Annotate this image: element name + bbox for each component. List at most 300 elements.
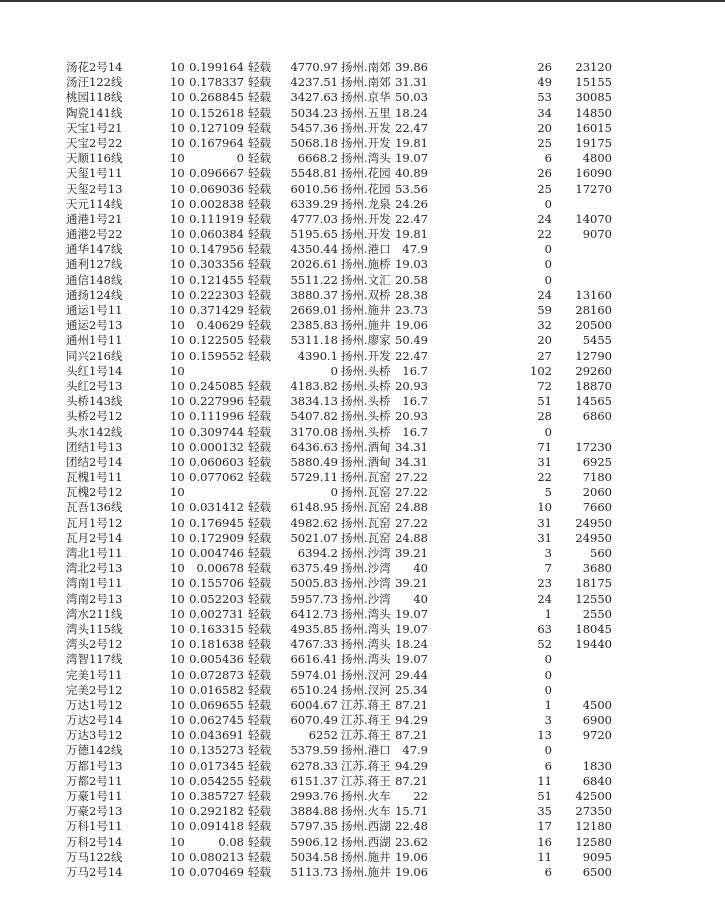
cell-capacity: 6148.95 xyxy=(290,500,338,515)
cell-substation: 江苏.蒋王 xyxy=(341,758,391,773)
cell-count: 0 xyxy=(544,743,552,758)
table-row xyxy=(0,409,725,424)
cell-line-name: 陶瓷141线 xyxy=(66,105,123,120)
cell-voltage: 10 xyxy=(170,697,185,712)
table-row xyxy=(0,576,725,591)
cell-count: 24 xyxy=(537,211,552,226)
cell-load-status: 轻载 xyxy=(248,318,271,333)
cell-value: 20.93 xyxy=(395,409,428,424)
cell-count: 28 xyxy=(537,409,552,424)
cell-capacity: 5379.59 xyxy=(290,743,338,758)
cell-capacity: 5906.12 xyxy=(290,834,338,849)
cell-capacity: 5021.07 xyxy=(290,530,338,545)
cell-value: 16.7 xyxy=(402,394,428,409)
cell-substation: 扬州.瓦窑 xyxy=(341,470,391,485)
cell-load-rate: 0.077062 xyxy=(189,470,244,485)
cell-load-rate: 0.070469 xyxy=(189,864,244,879)
table-row xyxy=(0,151,725,166)
cell-count: 23 xyxy=(537,576,552,591)
cell-load-status: 轻载 xyxy=(248,682,271,697)
cell-load-status: 轻载 xyxy=(248,652,271,667)
cell-substation: 扬州.沙湾 xyxy=(341,546,391,560)
cell-line-name: 通华147线 xyxy=(66,242,123,257)
cell-load-rate: 0.127109 xyxy=(189,120,244,135)
table-row xyxy=(0,106,725,121)
cell-value: 18.24 xyxy=(395,637,428,652)
cell-count: 51 xyxy=(537,789,552,803)
cell-load-rate: 0.309744 xyxy=(189,424,244,439)
cell-count: 71 xyxy=(537,439,552,454)
cell-amount: 14070 xyxy=(575,211,612,226)
cell-capacity: 4237.51 xyxy=(290,75,338,90)
cell-line-name: 完美1号11 xyxy=(66,667,123,682)
cell-load-rate: 0.122505 xyxy=(189,333,244,348)
cell-load-status: 轻载 xyxy=(248,60,271,74)
cell-capacity: 0 xyxy=(330,485,338,500)
table-row xyxy=(0,531,725,546)
cell-count: 35 xyxy=(537,804,552,819)
cell-line-name: 通运2号13 xyxy=(66,318,123,333)
cell-load-rate: 0.167964 xyxy=(189,135,244,150)
cell-amount: 17230 xyxy=(575,439,612,454)
cell-load-status: 轻载 xyxy=(248,181,271,196)
cell-voltage: 10 xyxy=(170,196,185,211)
table-row xyxy=(0,683,725,698)
cell-substation: 扬州.开发 xyxy=(341,227,391,242)
table-row xyxy=(0,668,725,683)
cell-voltage: 10 xyxy=(170,378,185,393)
cell-count: 24 xyxy=(537,287,552,302)
cell-load-rate: 0.181638 xyxy=(189,637,244,652)
cell-load-status: 轻载 xyxy=(248,697,271,712)
cell-load-rate: 0.002731 xyxy=(189,606,244,621)
table-row xyxy=(0,333,725,348)
cell-voltage: 10 xyxy=(170,667,185,682)
cell-substation: 扬州.西湖 xyxy=(341,834,391,849)
cell-line-name: 天玺1号11 xyxy=(66,166,123,181)
cell-capacity: 5797.35 xyxy=(290,819,338,834)
cell-voltage: 10 xyxy=(170,211,185,226)
cell-load-rate: 0.000132 xyxy=(189,439,244,454)
cell-substation: 扬州.西湖 xyxy=(341,819,391,834)
cell-substation: 扬州.施井 xyxy=(341,864,391,879)
cell-load-status: 轻载 xyxy=(248,409,271,424)
cell-value: 27.22 xyxy=(395,515,428,530)
cell-load-status: 轻载 xyxy=(248,333,271,348)
cell-value: 87.21 xyxy=(395,728,428,743)
cell-value: 20.58 xyxy=(395,272,428,287)
cell-amount: 30085 xyxy=(575,90,612,105)
cell-count: 0 xyxy=(544,424,552,439)
table-row xyxy=(0,364,725,379)
cell-line-name: 湾头2号12 xyxy=(66,637,123,652)
cell-amount: 13160 xyxy=(575,287,612,302)
cell-capacity: 4767.33 xyxy=(290,637,338,652)
cell-amount: 3680 xyxy=(582,561,612,576)
cell-line-name: 万科1号11 xyxy=(66,819,123,834)
cell-count: 25 xyxy=(537,135,552,150)
cell-amount: 42500 xyxy=(575,789,612,803)
cell-amount: 12580 xyxy=(575,834,612,849)
cell-line-name: 头红1号14 xyxy=(66,363,123,378)
cell-substation: 扬州.京华 xyxy=(341,90,391,105)
cell-count: 0 xyxy=(544,682,552,697)
cell-voltage: 10 xyxy=(170,424,185,439)
cell-value: 47.9 xyxy=(402,743,428,758)
cell-amount: 4500 xyxy=(582,697,612,712)
cell-capacity: 3880.37 xyxy=(290,287,338,302)
cell-capacity: 6616.41 xyxy=(290,652,338,667)
cell-amount: 15155 xyxy=(575,75,612,90)
cell-load-rate: 0.096667 xyxy=(189,166,244,181)
cell-line-name: 天顺116线 xyxy=(66,151,123,166)
cell-value: 87.21 xyxy=(395,773,428,788)
cell-substation: 扬州.酒甸 xyxy=(341,439,391,454)
cell-load-status: 轻载 xyxy=(248,120,271,135)
cell-amount: 28160 xyxy=(575,303,612,317)
cell-line-name: 湾北1号11 xyxy=(66,546,123,560)
cell-load-status: 轻载 xyxy=(248,606,271,621)
cell-load-status: 轻载 xyxy=(248,454,271,469)
table-row xyxy=(0,455,725,470)
cell-load-status: 轻载 xyxy=(248,637,271,652)
cell-substation: 扬州.火车 xyxy=(341,789,391,803)
cell-amount: 5455 xyxy=(582,333,612,348)
cell-voltage: 10 xyxy=(170,394,185,409)
cell-line-name: 通信148线 xyxy=(66,272,123,287)
cell-substation: 江苏.蒋王 xyxy=(341,728,391,743)
cell-value: 23.73 xyxy=(395,303,428,317)
cell-substation: 扬州.头桥 xyxy=(341,363,391,378)
cell-value: 25.34 xyxy=(395,682,428,697)
table-row xyxy=(0,850,725,865)
cell-load-rate: 0.176945 xyxy=(189,515,244,530)
table-row xyxy=(0,273,725,288)
cell-substation: 扬州.龙泉 xyxy=(341,196,391,211)
cell-load-status: 轻载 xyxy=(248,561,271,576)
cell-voltage: 10 xyxy=(170,135,185,150)
cell-line-name: 万豪1号11 xyxy=(66,789,123,803)
table-row xyxy=(0,75,725,90)
table-row xyxy=(0,349,725,364)
cell-voltage: 10 xyxy=(170,348,185,363)
cell-amount: 16090 xyxy=(575,166,612,181)
table-row xyxy=(0,60,725,75)
cell-load-status: 轻载 xyxy=(248,470,271,485)
table-row xyxy=(0,485,725,500)
cell-substation: 扬州.沙湾 xyxy=(341,561,391,576)
cell-count: 6 xyxy=(544,864,552,879)
cell-load-rate: 0.072873 xyxy=(189,667,244,682)
cell-count: 31 xyxy=(537,454,552,469)
cell-capacity: 4770.97 xyxy=(290,60,338,74)
cell-capacity: 3170.08 xyxy=(290,424,338,439)
cell-count: 25 xyxy=(537,181,552,196)
table-row xyxy=(0,197,725,212)
cell-substation: 扬州.湾头 xyxy=(341,151,391,166)
cell-line-name: 万达3号12 xyxy=(66,728,123,743)
cell-line-name: 天元114线 xyxy=(66,196,123,211)
cell-amount: 4800 xyxy=(582,151,612,166)
cell-count: 52 xyxy=(537,637,552,652)
cell-line-name: 团结1号13 xyxy=(66,439,123,454)
cell-count: 7 xyxy=(544,561,552,576)
cell-substation: 扬州.施桥 xyxy=(341,257,391,272)
cell-substation: 江苏.蒋王 xyxy=(341,713,391,728)
cell-amount: 29260 xyxy=(575,363,612,378)
cell-amount: 18045 xyxy=(575,621,612,636)
cell-substation: 扬州.酒甸 xyxy=(341,454,391,469)
table-row xyxy=(0,440,725,455)
cell-load-rate: 0.031412 xyxy=(189,500,244,515)
cell-line-name: 通港2号22 xyxy=(66,227,123,242)
cell-value: 24.88 xyxy=(395,530,428,545)
cell-load-rate: 0 xyxy=(236,151,244,166)
cell-substation: 扬州.火车 xyxy=(341,804,391,819)
cell-count: 6 xyxy=(544,758,552,773)
cell-amount: 23120 xyxy=(575,60,612,74)
cell-value: 39.21 xyxy=(395,546,428,560)
cell-load-status: 轻载 xyxy=(248,105,271,120)
cell-load-rate: 0.121455 xyxy=(189,272,244,287)
cell-substation: 扬州.头桥 xyxy=(341,394,391,409)
cell-amount: 16015 xyxy=(575,120,612,135)
cell-load-status: 轻载 xyxy=(248,257,271,272)
cell-capacity: 5113.73 xyxy=(290,864,338,879)
cell-load-rate: 0.292182 xyxy=(189,804,244,819)
cell-voltage: 10 xyxy=(170,789,185,803)
cell-line-name: 通扬124线 xyxy=(66,287,123,302)
cell-value: 94.29 xyxy=(395,713,428,728)
cell-load-rate: 0.017345 xyxy=(189,758,244,773)
cell-amount: 6840 xyxy=(582,773,612,788)
cell-substation: 扬州.开发 xyxy=(341,135,391,150)
cell-load-rate: 0.016582 xyxy=(189,682,244,697)
cell-value: 24.88 xyxy=(395,500,428,515)
table-row xyxy=(0,500,725,515)
table-row xyxy=(0,592,725,607)
cell-load-status: 轻载 xyxy=(248,530,271,545)
cell-voltage: 10 xyxy=(170,743,185,758)
table-row xyxy=(0,819,725,834)
cell-count: 31 xyxy=(537,515,552,530)
cell-voltage: 10 xyxy=(170,409,185,424)
cell-line-name: 湾南2号13 xyxy=(66,591,123,606)
cell-substation: 扬州.头桥 xyxy=(341,378,391,393)
cell-voltage: 10 xyxy=(170,546,185,560)
cell-count: 32 xyxy=(537,318,552,333)
cell-load-rate: 0.060603 xyxy=(189,454,244,469)
cell-count: 11 xyxy=(537,849,552,864)
cell-capacity: 5407.82 xyxy=(290,409,338,424)
cell-value: 16.7 xyxy=(402,363,428,378)
cell-substation: 扬州.湾头 xyxy=(341,637,391,652)
cell-amount: 19440 xyxy=(575,637,612,652)
cell-load-status: 轻载 xyxy=(248,789,271,803)
cell-amount: 6500 xyxy=(582,864,612,879)
table-row xyxy=(0,652,725,667)
cell-line-name: 万德142线 xyxy=(66,743,123,758)
cell-substation: 扬州.港口 xyxy=(341,242,391,257)
cell-load-status: 轻载 xyxy=(248,546,271,560)
cell-load-status: 轻载 xyxy=(248,242,271,257)
cell-substation: 扬州.头桥 xyxy=(341,409,391,424)
cell-capacity: 5195.65 xyxy=(290,227,338,242)
cell-count: 34 xyxy=(537,105,552,120)
cell-voltage: 10 xyxy=(170,151,185,166)
cell-voltage: 10 xyxy=(170,257,185,272)
cell-load-rate: 0.069655 xyxy=(189,697,244,712)
cell-count: 3 xyxy=(544,713,552,728)
cell-count: 0 xyxy=(544,667,552,682)
cell-substation: 扬州.开发 xyxy=(341,211,391,226)
cell-voltage: 10 xyxy=(170,864,185,879)
cell-load-status: 轻载 xyxy=(248,591,271,606)
cell-substation: 扬州.湾头 xyxy=(341,621,391,636)
table-row xyxy=(0,425,725,440)
cell-count: 16 xyxy=(537,834,552,849)
cell-count: 20 xyxy=(537,120,552,135)
cell-line-name: 瓦槐2号12 xyxy=(66,485,123,500)
cell-capacity: 5034.23 xyxy=(290,105,338,120)
cell-capacity: 6252 xyxy=(308,728,338,743)
cell-load-rate: 0.08 xyxy=(218,834,244,849)
cell-voltage: 10 xyxy=(170,454,185,469)
cell-amount: 6860 xyxy=(582,409,612,424)
cell-load-rate: 0.060384 xyxy=(189,227,244,242)
cell-capacity: 2385.83 xyxy=(290,318,338,333)
cell-value: 53.56 xyxy=(395,181,428,196)
cell-capacity: 6070.49 xyxy=(290,713,338,728)
cell-load-rate: 0.172909 xyxy=(189,530,244,545)
cell-load-rate: 0.155706 xyxy=(189,576,244,591)
cell-load-rate: 0.080213 xyxy=(189,849,244,864)
cell-line-name: 湾头115线 xyxy=(66,621,123,636)
cell-capacity: 4350.44 xyxy=(290,242,338,257)
cell-capacity: 5511.22 xyxy=(290,272,338,287)
cell-amount: 7180 xyxy=(582,470,612,485)
cell-line-name: 万都1号13 xyxy=(66,758,123,773)
cell-value: 27.22 xyxy=(395,470,428,485)
cell-load-status: 轻载 xyxy=(248,576,271,591)
cell-load-status: 轻载 xyxy=(248,667,271,682)
cell-capacity: 5034.58 xyxy=(290,849,338,864)
cell-amount: 1830 xyxy=(582,758,612,773)
cell-voltage: 10 xyxy=(170,713,185,728)
cell-count: 0 xyxy=(544,242,552,257)
cell-line-name: 完美2号12 xyxy=(66,682,123,697)
cell-capacity: 5457.36 xyxy=(290,120,338,135)
cell-load-rate: 0.111996 xyxy=(189,409,244,424)
cell-line-name: 天玺2号13 xyxy=(66,181,123,196)
cell-count: 6 xyxy=(544,151,552,166)
cell-load-rate: 0.178337 xyxy=(189,75,244,90)
cell-substation: 扬州.瓦窑 xyxy=(341,530,391,545)
spreadsheet-table xyxy=(0,60,725,880)
cell-substation: 江苏.蒋王 xyxy=(341,697,391,712)
cell-load-status: 轻载 xyxy=(248,804,271,819)
cell-voltage: 10 xyxy=(170,530,185,545)
cell-substation: 江苏.蒋王 xyxy=(341,773,391,788)
cell-count: 5 xyxy=(544,485,552,500)
cell-voltage: 10 xyxy=(170,606,185,621)
table-row xyxy=(0,379,725,394)
cell-voltage: 10 xyxy=(170,637,185,652)
cell-line-name: 湾智117线 xyxy=(66,652,123,667)
cell-capacity: 5068.18 xyxy=(290,135,338,150)
cell-substation: 扬州.花园 xyxy=(341,181,391,196)
cell-capacity: 2026.61 xyxy=(290,257,338,272)
cell-line-name: 汤花2号14 xyxy=(66,60,123,74)
table-row xyxy=(0,698,725,713)
cell-voltage: 10 xyxy=(170,682,185,697)
cell-voltage: 10 xyxy=(170,166,185,181)
cell-load-rate: 0.062745 xyxy=(189,713,244,728)
cell-load-rate: 0.111919 xyxy=(189,211,244,226)
cell-load-status: 轻载 xyxy=(248,439,271,454)
cell-voltage: 10 xyxy=(170,272,185,287)
cell-load-rate: 0.002838 xyxy=(189,196,244,211)
cell-capacity: 2993.76 xyxy=(290,789,338,803)
cell-count: 1 xyxy=(544,606,552,621)
cell-value: 40 xyxy=(413,561,428,576)
cell-voltage: 10 xyxy=(170,120,185,135)
cell-amount: 24950 xyxy=(575,530,612,545)
cell-substation: 扬州.港口 xyxy=(341,743,391,758)
cell-amount: 560 xyxy=(590,546,612,560)
table-row xyxy=(0,470,725,485)
cell-value: 87.21 xyxy=(395,697,428,712)
cell-line-name: 团结2号14 xyxy=(66,454,123,469)
cell-value: 16.7 xyxy=(402,424,428,439)
cell-count: 49 xyxy=(537,75,552,90)
cell-capacity: 5311.18 xyxy=(290,333,338,348)
cell-value: 27.22 xyxy=(395,485,428,500)
cell-voltage: 10 xyxy=(170,227,185,242)
cell-line-name: 万达2号14 xyxy=(66,713,123,728)
cell-line-name: 头桥2号12 xyxy=(66,409,123,424)
cell-count: 51 xyxy=(537,394,552,409)
cell-value: 22.47 xyxy=(395,348,428,363)
table-row xyxy=(0,227,725,242)
cell-amount: 6925 xyxy=(582,454,612,469)
cell-amount: 18870 xyxy=(575,378,612,393)
cell-voltage: 10 xyxy=(170,773,185,788)
cell-load-status: 轻载 xyxy=(248,211,271,226)
cell-load-status: 轻载 xyxy=(248,819,271,834)
cell-capacity: 6339.29 xyxy=(290,196,338,211)
cell-load-rate: 0.091418 xyxy=(189,819,244,834)
table-row xyxy=(0,90,725,105)
cell-count: 20 xyxy=(537,333,552,348)
cell-value: 94.29 xyxy=(395,758,428,773)
cell-capacity: 4390.1 xyxy=(297,348,338,363)
cell-count: 27 xyxy=(537,348,552,363)
cell-load-rate: 0.005436 xyxy=(189,652,244,667)
cell-voltage: 10 xyxy=(170,333,185,348)
cell-capacity: 3427.63 xyxy=(290,90,338,105)
cell-line-name: 通利127线 xyxy=(66,257,123,272)
cell-substation: 扬州.汊河 xyxy=(341,682,391,697)
cell-line-name: 通州1号11 xyxy=(66,333,123,348)
cell-load-rate: 0.043691 xyxy=(189,728,244,743)
cell-voltage: 10 xyxy=(170,60,185,74)
cell-load-rate: 0.069036 xyxy=(189,181,244,196)
cell-amount: 9095 xyxy=(582,849,612,864)
cell-line-name: 湾北2号13 xyxy=(66,561,123,576)
cell-load-status: 轻载 xyxy=(248,864,271,879)
cell-load-status: 轻载 xyxy=(248,500,271,515)
